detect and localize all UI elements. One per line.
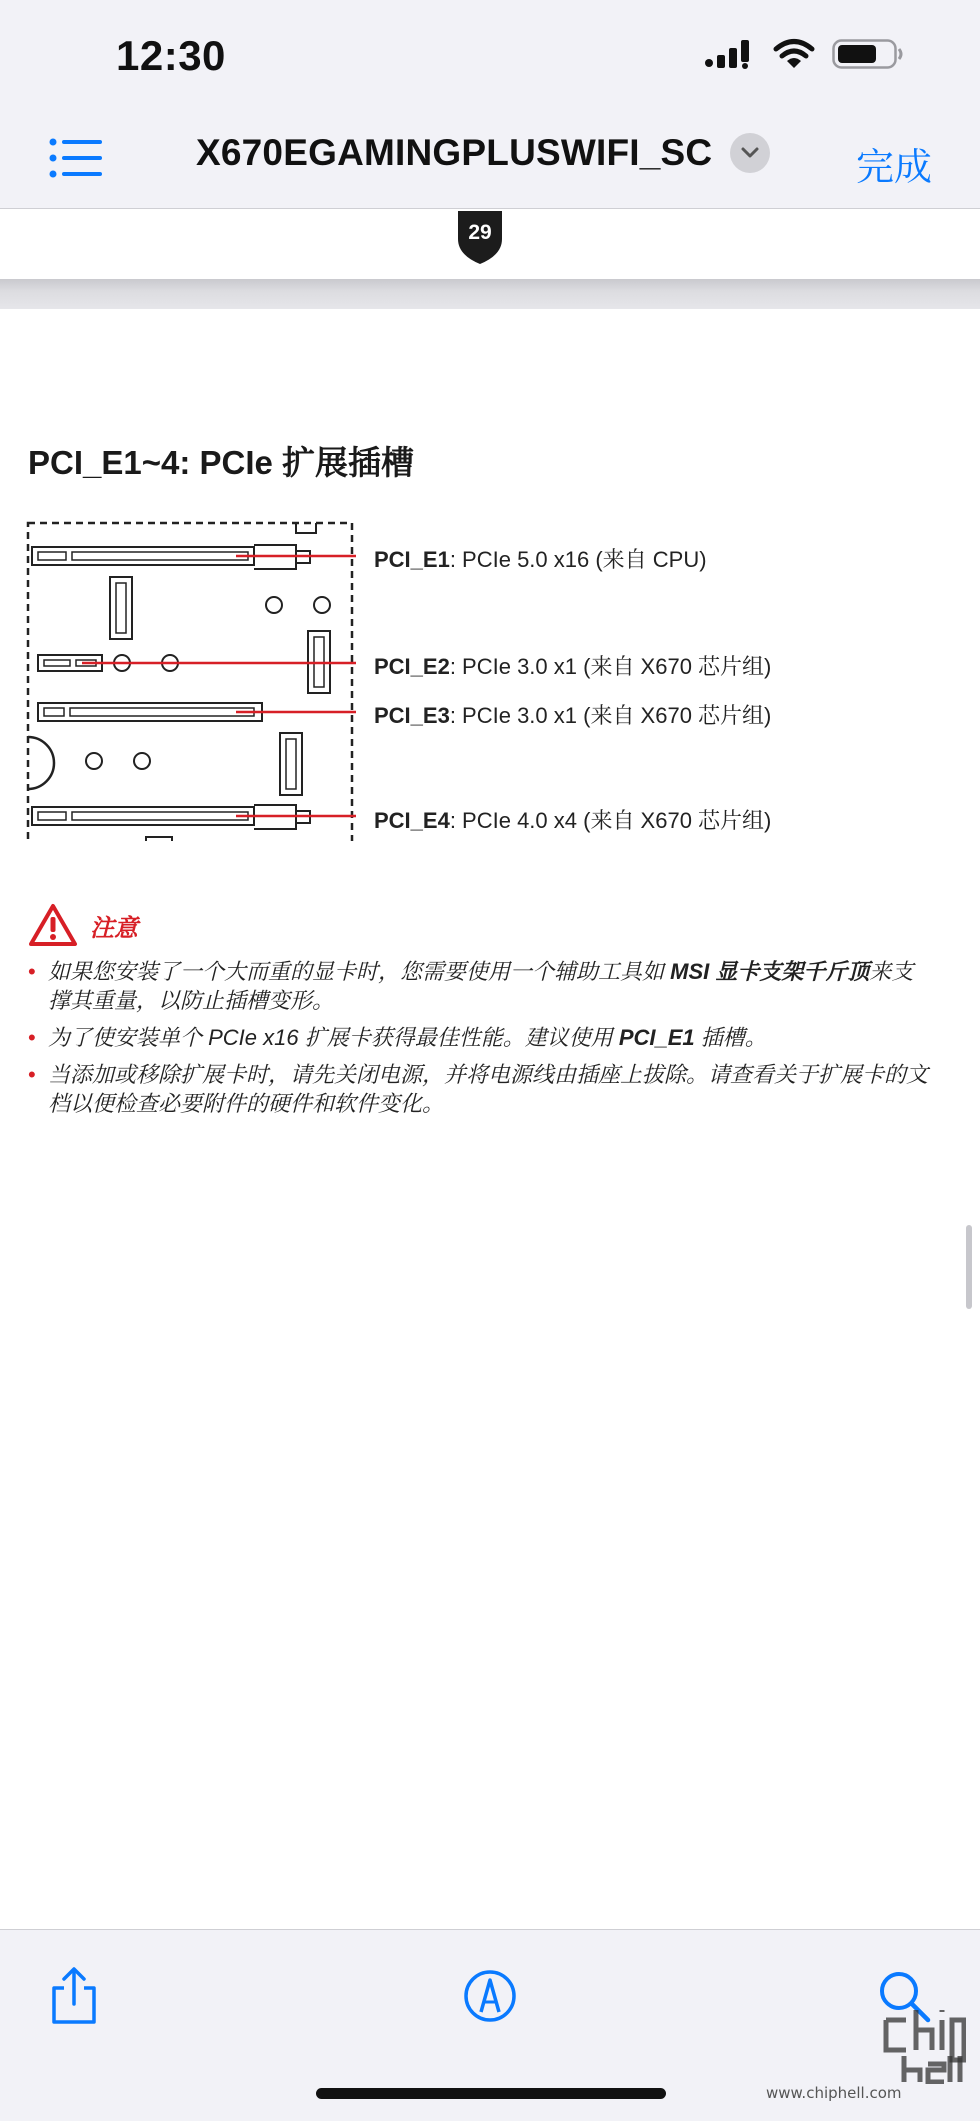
bottom-toolbar [0, 1929, 980, 2121]
slot-description: : PCIe 4.0 x4 (来自 X670 芯片组) [449, 808, 772, 833]
status-time: 12:30 [116, 32, 226, 79]
notice-text: 当添加或移除扩展卡时，请先关闭电源，并将电源线由插座上拔除。请查看关于扩展卡的文档以便检查必要附件的硬件和软件变化。 [48, 1062, 929, 1116]
pcie-slot-diagram [26, 521, 356, 841]
slot-name: PCI_E1 [374, 547, 450, 572]
document-page[interactable] [0, 309, 980, 1929]
watermark [766, 2020, 966, 2110]
notice-text: 来支撑其重量，以防止插槽变形。 [48, 959, 914, 1013]
document-title-group[interactable] [196, 132, 770, 174]
slot-name: PCI_E2 [374, 654, 450, 679]
notice-text: 如果您安装了一个大而重的显卡时，您需要使用一个辅助工具如 [48, 959, 671, 984]
notice-text: 为了使安装单个 PCIe x16 扩展卡获得最佳性能。建议使用 [48, 1025, 619, 1050]
warning-icon [28, 903, 78, 947]
notice-title: 注意 [90, 914, 138, 942]
slot-description: : PCIe 3.0 x1 (来自 X670 芯片组) [449, 703, 772, 728]
notice-emphasis: MSI 显卡支架千斤顶 [670, 959, 870, 984]
done-button[interactable]: 完成 [855, 147, 932, 189]
notice-box [28, 903, 928, 1126]
slot-label-pci-e4 [374, 804, 771, 835]
slot-label-pci-e2 [374, 650, 771, 681]
page-header-strip [0, 209, 980, 279]
slot-description: : PCIe 3.0 x1 (来自 X670 芯片组) [449, 654, 772, 679]
notice-item [28, 1023, 928, 1052]
page-number: 29 [468, 221, 492, 244]
home-indicator[interactable] [316, 2088, 666, 2099]
slot-name: PCI_E4 [374, 808, 450, 833]
battery-icon [832, 38, 904, 70]
slot-description: : PCIe 5.0 x16 (来自 CPU) [449, 547, 707, 572]
markup-pen-icon[interactable] [458, 1964, 522, 2028]
slot-pci-e3-shape [38, 703, 262, 721]
notice-text: 插槽。 [694, 1025, 767, 1050]
chevron-down-icon [740, 146, 760, 160]
title-menu-button[interactable] [730, 133, 770, 173]
notice-header [28, 903, 928, 947]
share-icon[interactable] [42, 1964, 106, 2028]
list-icon[interactable] [48, 136, 104, 180]
section-heading: PCI_E1~4: PCIe 扩展插槽 [28, 444, 415, 481]
page-separator [0, 279, 980, 309]
status-bar [0, 0, 980, 110]
slot-label-pci-e3 [374, 699, 771, 730]
chiphell-logo-icon [876, 2000, 966, 2084]
navigation-bar [0, 110, 980, 209]
document-title: X670EGAMINGPLUSWIFI_SC [196, 132, 713, 173]
notice-item [28, 1060, 928, 1118]
slot-name: PCI_E3 [374, 703, 450, 728]
status-icons [704, 38, 904, 70]
notice-emphasis: PCI_E1 [618, 1025, 695, 1050]
page-number-badge [456, 209, 504, 265]
scroll-indicator[interactable] [966, 1225, 972, 1309]
watermark-url: www.chiphell.com [766, 2084, 902, 2102]
notice-item [28, 957, 928, 1015]
slot-label-pci-e1 [374, 543, 707, 574]
wifi-icon [772, 38, 816, 70]
notice-list [28, 957, 928, 1118]
cellular-signal-icon [704, 38, 756, 70]
